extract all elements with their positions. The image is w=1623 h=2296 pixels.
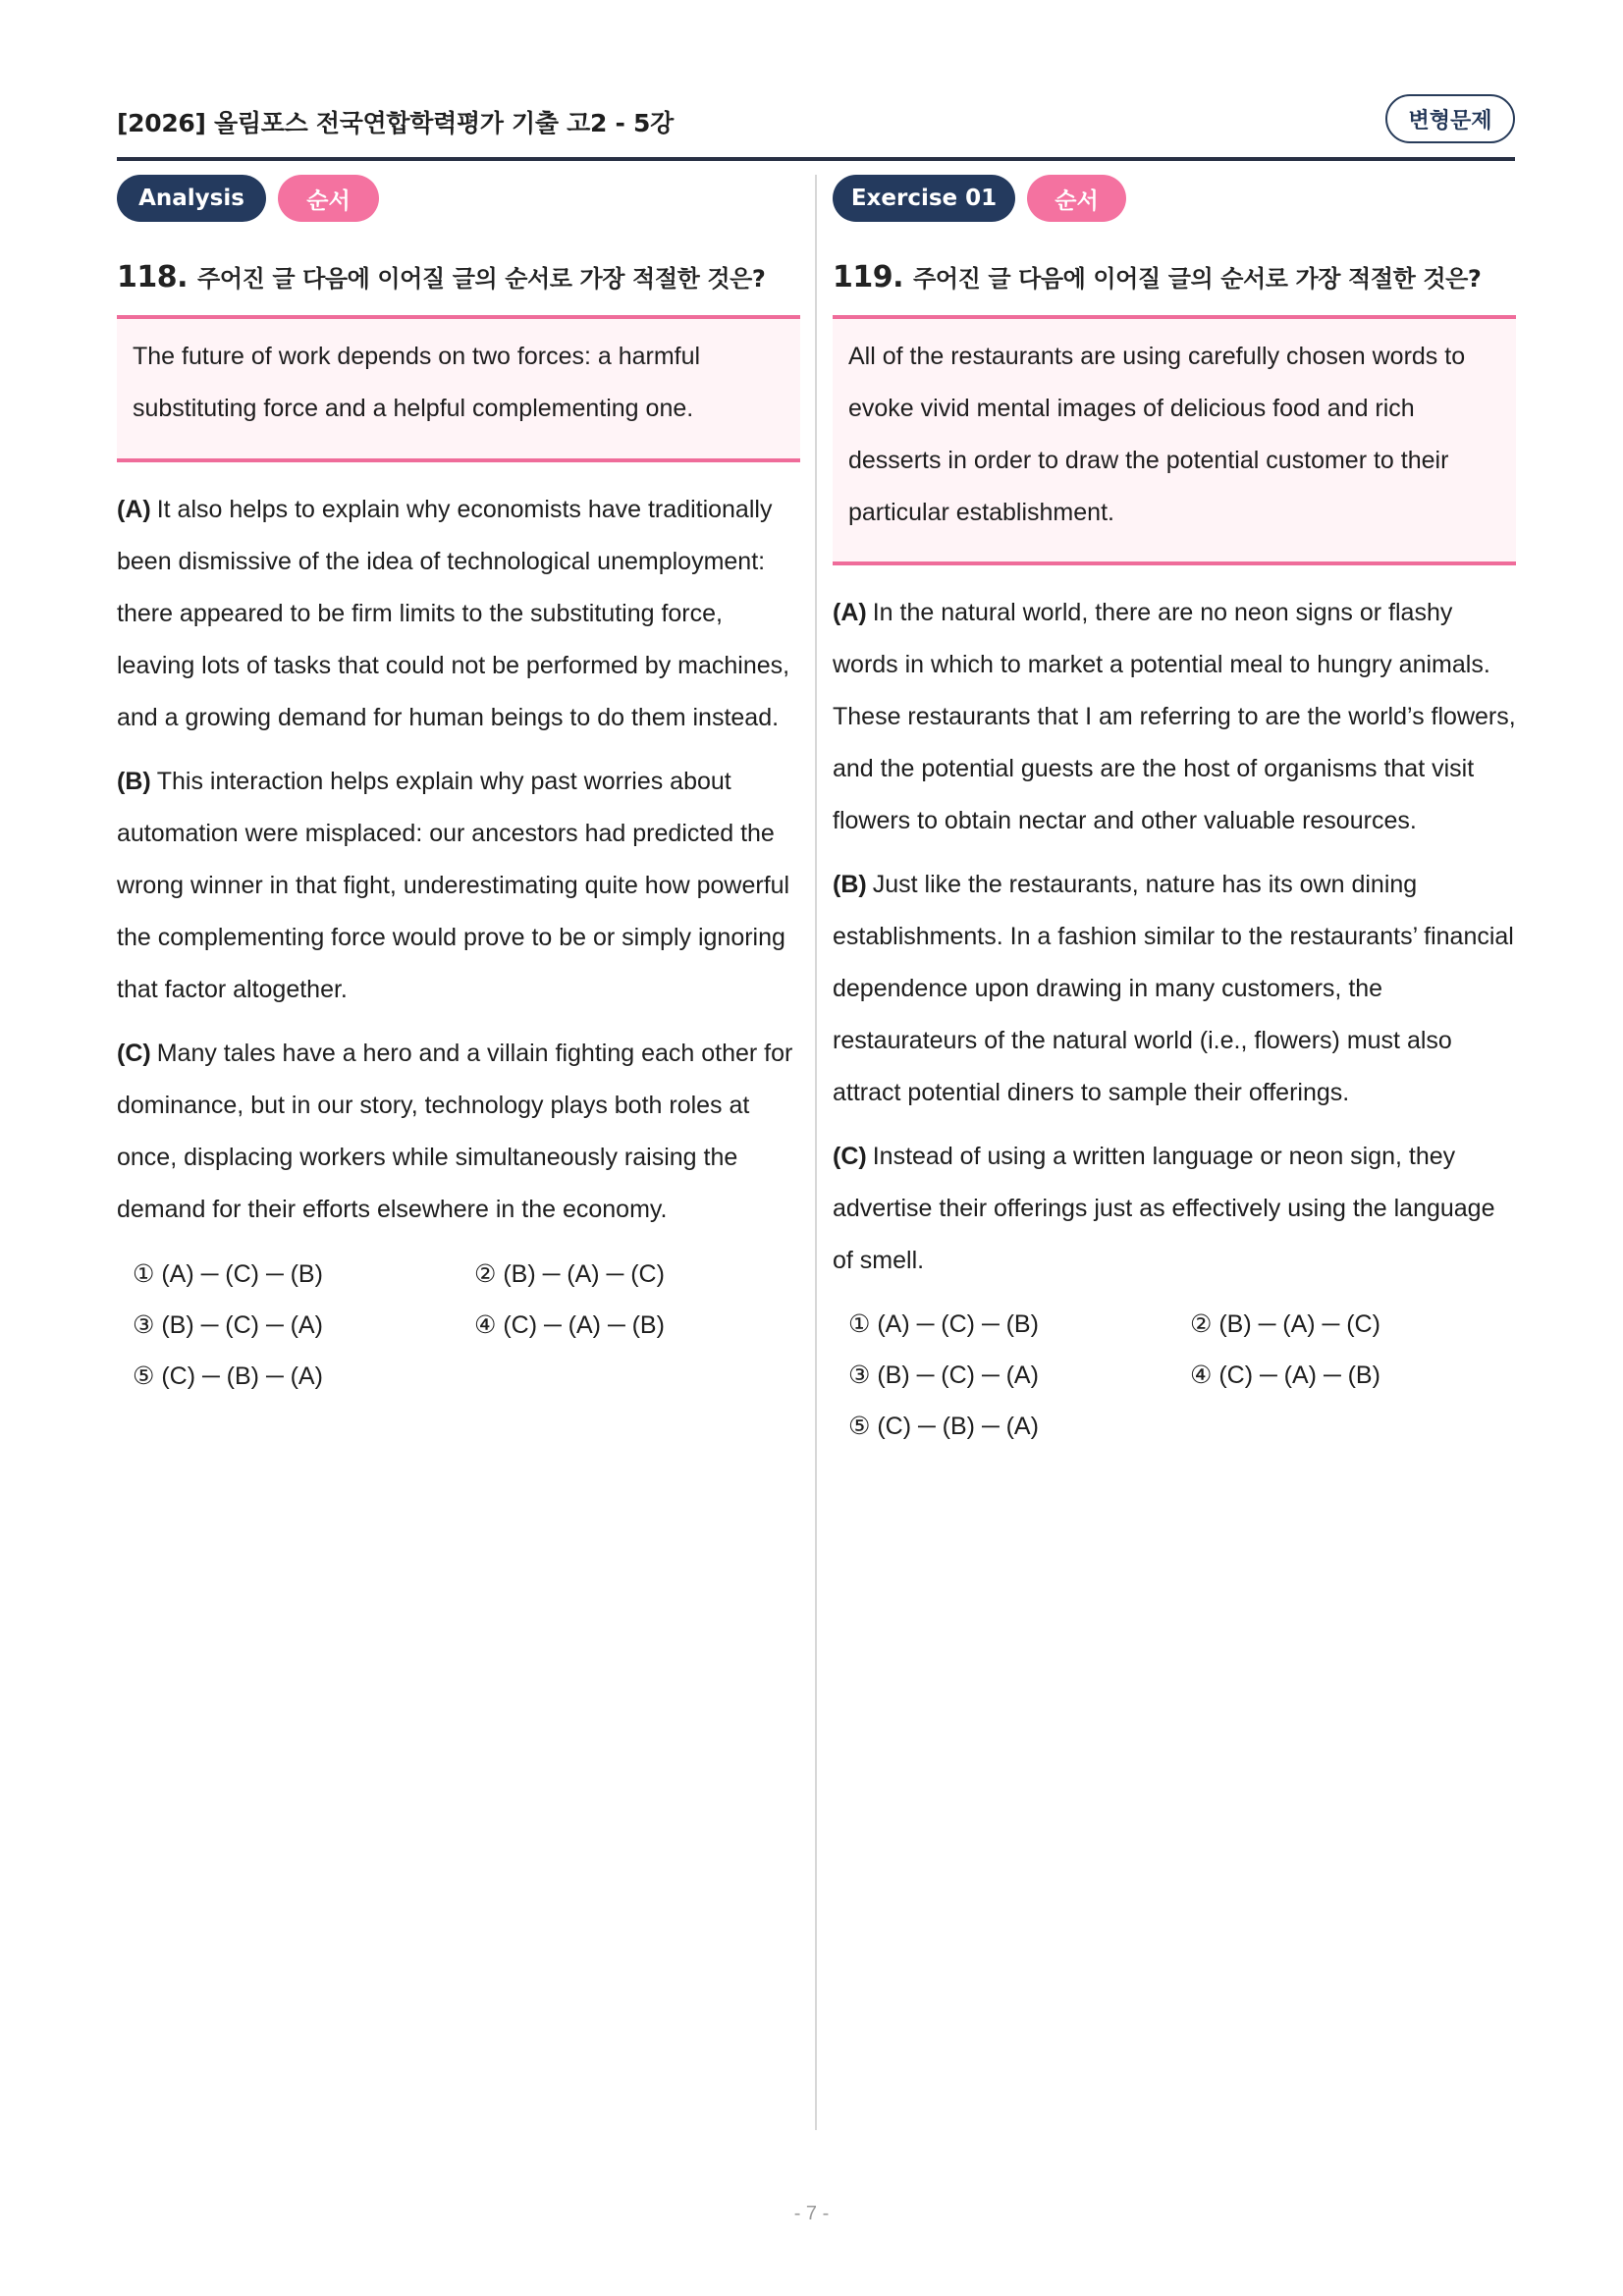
passage-c — [117, 1028, 800, 1236]
question-text: 주어진 글 다음에 이어질 글의 순서로 가장 적절한 것은? — [197, 265, 766, 293]
passage-a — [117, 484, 800, 744]
type-tag: 순서 — [1027, 175, 1126, 222]
answer-options — [133, 1249, 800, 1402]
question-text: 주어진 글 다음에 이어질 글의 순서로 가장 적절한 것은? — [913, 265, 1482, 293]
passage-a — [833, 587, 1516, 847]
answer-option-4[interactable]: ④ (C) ─ (A) ─ (B) — [474, 1311, 665, 1339]
passage-label: (C) — [833, 1143, 867, 1170]
column-divider — [815, 175, 817, 2130]
passage-text: It also helps to explain why economists have traditionally been dismissive of the idea of technological unemployment: there appeared to be firm limits to the substituting force, leaving lots of tasks that could not be performed by machines, and a growing demand for human beings to do them instead. — [117, 496, 790, 731]
answer-option-1[interactable]: ① (A) ─ (C) ─ (B) — [133, 1260, 323, 1288]
passage-text: Just like the restaurants, nature has its own dining establishments. In a fashion similar to the restaurants’ financial dependence upon drawing in many customers, the restaurateurs of the natural world (i.e., flowers) must also attract potential diners to sample their offerings. — [833, 871, 1514, 1106]
type-tag: 순서 — [278, 175, 379, 222]
passage-b — [117, 756, 800, 1016]
passage-text: Many tales have a hero and a villain fighting each other for dominance, but in our story, technology plays both roles at once, displacing workers while simultaneously raising the demand for their efforts elsewhere in the economy. — [117, 1040, 793, 1223]
passage-c — [833, 1131, 1516, 1287]
passage-list — [833, 587, 1516, 1299]
passage-label: (B) — [117, 768, 151, 795]
given-line: particular establishment. — [848, 499, 1114, 526]
answer-option-5[interactable]: ⑤ (C) ─ (B) ─ (A) — [848, 1413, 1039, 1440]
exercise-tag: Exercise 01 — [833, 175, 1015, 222]
answer-option-3[interactable]: ③ (B) ─ (C) ─ (A) — [133, 1311, 323, 1339]
given-text-box — [833, 315, 1516, 565]
answer-option-1[interactable]: ① (A) ─ (C) ─ (B) — [848, 1310, 1039, 1338]
tag-row — [833, 175, 1126, 222]
passage-text: In the natural world, there are no neon signs or flashy words in which to market a potential meal to hungry animals. These restaurants that I am referring to are the world’s flowers, and the potential guests are the host of organisms that visit flowers to obtain nectar and other valuable resources. — [833, 599, 1516, 834]
passage-label: (B) — [833, 871, 867, 898]
answer-option-2[interactable]: ② (B) ─ (A) ─ (C) — [1190, 1310, 1380, 1338]
page-header — [117, 94, 1515, 161]
given-line: desserts in order to draw the potential customer to their — [848, 447, 1449, 474]
given-line: All of the restaurants are using carefully chosen words to — [848, 343, 1466, 370]
given-text-box — [117, 315, 800, 462]
page-title: [2026] 올림포스 전국연합학력평가 기출 고2 - 5강 — [117, 109, 674, 137]
passage-text: This interaction helps explain why past worries about automation were misplaced: our ancestors had predicted the wrong winner in that fight, underestimating quite how powerful the complementing force would prove to be or simply ignoring that factor altogether. — [117, 768, 790, 1003]
analysis-tag: Analysis — [117, 175, 266, 222]
passage-text: Instead of using a written language or neon sign, they advertise their offerings just as effectively using the language of smell. — [833, 1143, 1495, 1274]
answer-option-3[interactable]: ③ (B) ─ (C) ─ (A) — [848, 1362, 1039, 1389]
given-line: The future of work depends on two forces: a harmful — [133, 343, 701, 370]
given-line: evoke vivid mental images of delicious food and rich — [848, 395, 1415, 422]
passage-label: (A) — [833, 599, 867, 626]
tag-row — [117, 175, 379, 222]
variant-badge: 변형문제 — [1385, 94, 1515, 143]
answer-option-5[interactable]: ⑤ (C) ─ (B) ─ (A) — [133, 1362, 323, 1390]
passage-label: (A) — [117, 496, 151, 523]
passage-b — [833, 859, 1516, 1119]
page-number: - 7 - — [793, 2203, 830, 2224]
answer-options — [848, 1299, 1516, 1452]
question-number: 119. — [833, 260, 904, 294]
question-heading — [833, 259, 1516, 298]
given-line: substituting force and a helpful complementing one. — [133, 395, 694, 422]
passage-list — [117, 484, 800, 1248]
answer-option-4[interactable]: ④ (C) ─ (A) ─ (B) — [1190, 1362, 1380, 1389]
answer-option-2[interactable]: ② (B) ─ (A) ─ (C) — [474, 1260, 665, 1288]
question-heading — [117, 259, 800, 298]
question-number: 118. — [117, 260, 189, 294]
passage-label: (C) — [117, 1040, 151, 1067]
